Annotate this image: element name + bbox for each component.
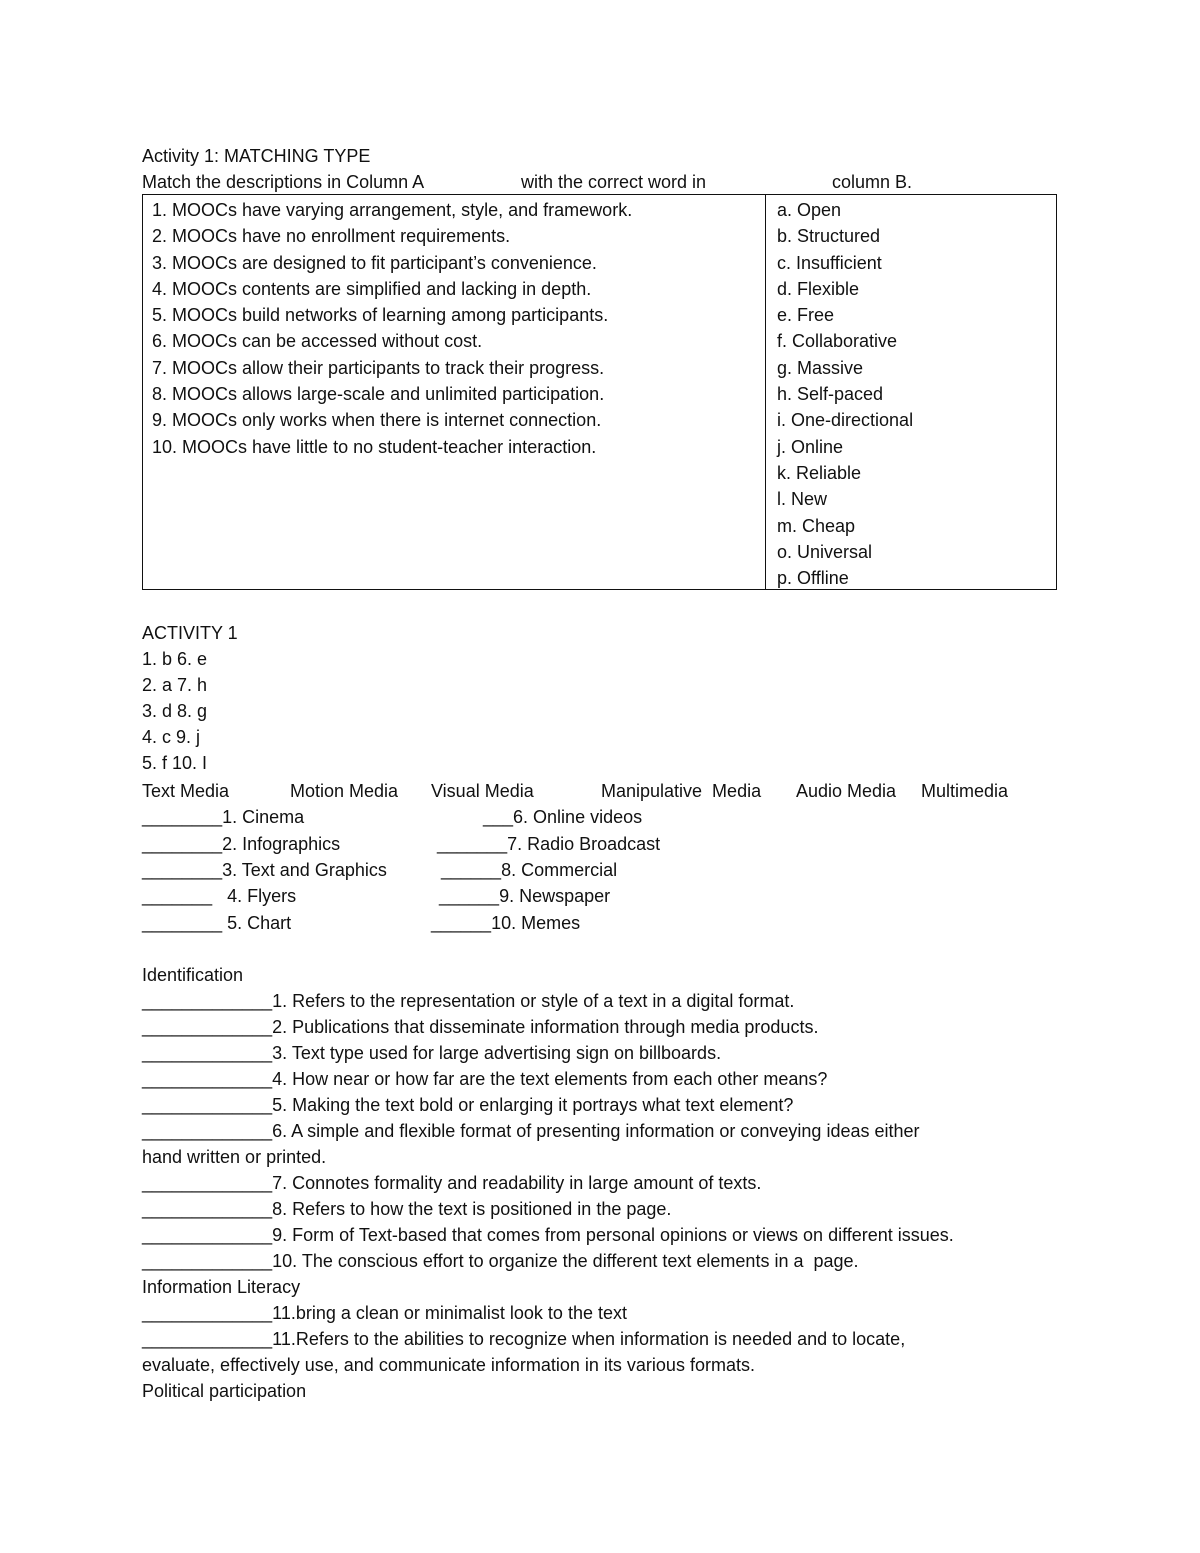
column-a-item: 3. MOOCs are designed to fit participant’s convenience. xyxy=(152,252,597,273)
column-a xyxy=(152,197,632,460)
identification-item: hand written or printed. xyxy=(142,1147,327,1167)
media-item: ___6. Online videos xyxy=(483,807,643,827)
media-type: Multimedia xyxy=(921,781,1009,801)
media-item: ______10. Memes xyxy=(431,913,581,933)
column-b xyxy=(777,197,913,591)
answer-key xyxy=(142,646,207,776)
media-item: ______8. Commercial xyxy=(441,860,618,880)
column-b-item: h. Self-paced xyxy=(777,384,884,405)
media-item: ________3. Text and Graphics xyxy=(142,860,387,880)
identification-item: _____________7. Connotes formality and readability in large amount of texts. xyxy=(142,1173,762,1193)
column-b-item: d. Flexible xyxy=(777,278,860,299)
column-b-item: k. Reliable xyxy=(777,462,862,483)
identification-title: Identification xyxy=(142,965,244,985)
media-item: ______9. Newspaper xyxy=(439,886,611,906)
identification-item: _____________9. Form of Text-based that comes from personal opinions or views on different issues. xyxy=(142,1225,954,1245)
identification-item: _____________10. The conscious effort to organize the different text elements in a page. xyxy=(142,1251,859,1271)
column-b-item: c. Insufficient xyxy=(777,252,882,273)
info-literacy-item: _____________11.Refers to the abilities to recognize when information is needed and to locate, xyxy=(142,1329,906,1349)
column-a-item: 6. MOOCs can be accessed without cost. xyxy=(152,331,483,352)
instruction-part-2: with the correct word in xyxy=(521,172,707,192)
media-item: ________2. Infographics xyxy=(142,834,341,854)
media-type: Text Media xyxy=(142,781,230,801)
matching-table xyxy=(142,194,1057,590)
media-item: ________ 5. Chart xyxy=(142,913,292,933)
column-b-item: m. Cheap xyxy=(777,515,856,536)
answer-line: 5. f 10. I xyxy=(142,753,208,773)
instruction-part-3: column B. xyxy=(832,172,913,192)
media-types-row xyxy=(142,778,1042,804)
instruction-part-1: Match the descriptions in Column A xyxy=(142,172,425,192)
answer-line: 2. a 7. h xyxy=(142,675,208,695)
answer-line: 1. b 6. e xyxy=(142,649,208,669)
column-a-item: 7. MOOCs allow their participants to track their progress. xyxy=(152,357,605,378)
political-participation-heading: Political participation xyxy=(142,1381,307,1401)
identification-list xyxy=(142,988,954,1404)
media-type: Visual Media xyxy=(431,781,534,801)
column-b-item: p. Offline xyxy=(777,568,849,589)
media-type: Audio Media xyxy=(796,781,897,801)
media-item: _______ 4. Flyers xyxy=(142,886,297,906)
column-a-item: 8. MOOCs allows large-scale and unlimited participation. xyxy=(152,384,605,405)
identification-item: _____________2. Publications that disseminate information through media products. xyxy=(142,1017,819,1037)
answer-line: 3. d 8. g xyxy=(142,701,208,721)
column-b-item: a. Open xyxy=(777,200,842,220)
column-b-item: j. Online xyxy=(777,436,844,457)
column-b-item: i. One-directional xyxy=(777,410,914,431)
info-literacy-item: _____________11.bring a clean or minimalist look to the text xyxy=(142,1303,627,1323)
info-literacy-item: evaluate, effectively use, and communicate information in its various formats. xyxy=(142,1355,755,1375)
column-b-item: o. Universal xyxy=(777,541,873,562)
activity-title: Activity 1: MATCHING TYPE xyxy=(142,146,371,166)
media-item: _______7. Radio Broadcast xyxy=(437,834,661,854)
identification-item: _____________3. Text type used for large advertising sign on billboards. xyxy=(142,1043,722,1063)
column-a-item: 2. MOOCs have no enrollment requirements. xyxy=(152,226,511,247)
identification-item: _____________1. Refers to the representation or style of a text in a digital format. xyxy=(142,991,795,1011)
column-a-item: 5. MOOCs build networks of learning among participants. xyxy=(152,305,609,326)
answers-title: ACTIVITY 1 xyxy=(142,623,238,643)
identification-item: _____________4. How near or how far are the text elements from each other means? xyxy=(142,1069,828,1089)
info-literacy-title: Information Literacy xyxy=(142,1277,301,1297)
identification-item: _____________8. Refers to how the text is positioned in the page. xyxy=(142,1199,672,1219)
media-type: Manipulative Media xyxy=(601,781,762,801)
media-item: ________1. Cinema xyxy=(142,807,305,827)
column-a-item: 1. MOOCs have varying arrangement, style, and framework. xyxy=(152,200,633,220)
column-divider xyxy=(765,195,766,589)
column-b-item: e. Free xyxy=(777,305,835,326)
column-b-item: f. Collaborative xyxy=(777,331,898,352)
column-b-item: b. Structured xyxy=(777,226,881,247)
column-a-item: 10. MOOCs have little to no student-teacher interaction. xyxy=(152,436,597,457)
column-b-item: l. New xyxy=(777,489,828,510)
column-b-item: g. Massive xyxy=(777,357,864,378)
identification-item: _____________6. A simple and flexible format of presenting information or conveying ideas either xyxy=(142,1121,920,1141)
media-type: Motion Media xyxy=(290,781,399,801)
column-a-item: 9. MOOCs only works when there is internet connection. xyxy=(152,410,602,431)
answer-line: 4. c 9. j xyxy=(142,727,201,747)
column-a-item: 4. MOOCs contents are simplified and lacking in depth. xyxy=(152,278,592,299)
identification-item: _____________5. Making the text bold or enlarging it portrays what text element? xyxy=(142,1095,794,1115)
